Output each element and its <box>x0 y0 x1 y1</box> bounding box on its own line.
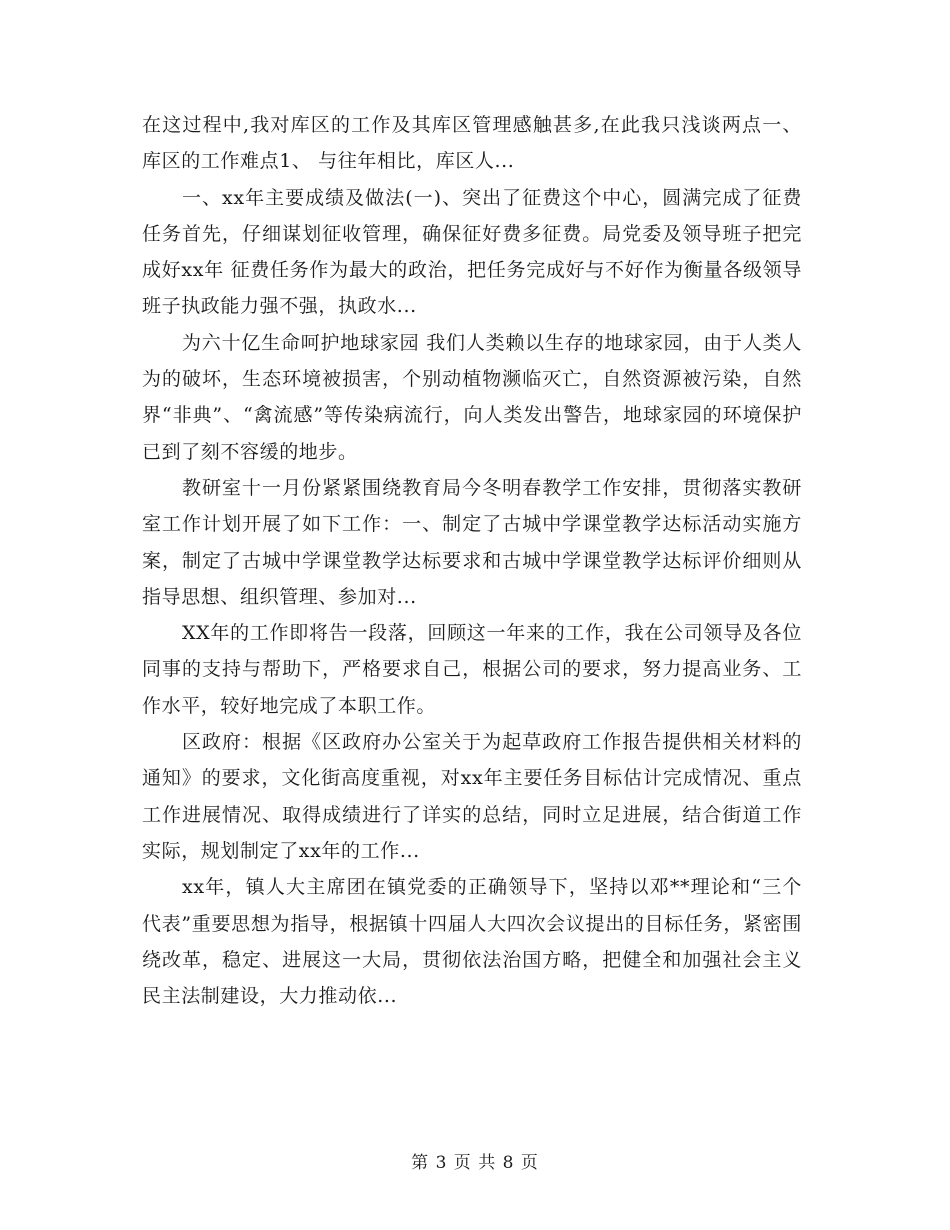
paragraph-6: 区政府：根据《区政府办公室关于为起草政府工作报告提供相关材料的通知》的要求，文化街高度重视，对xx年主要任务目标估计完成情况、重点工作进展情况、取得成绩进行了详实的总结，同时立足进展，结合街道工作实际，规划制定了xx年的工作... <box>142 731 802 862</box>
paragraph-3: 为六十亿生命呵护地球家园 我们人类赖以生存的地球家园，由于人类人为的破坏，生态环境被损害，个别动植物濒临灭亡，自然资源被污染，自然界“非典”、“禽流感”等传染病流行，向人类发出警告，地球家园的环境保护已到了刻不容缓的地步。 <box>142 331 802 463</box>
paragraph-4: 教研室十一月份紧紧围绕教育局今冬明春教学工作安排，贯彻落实教研室工作计划开展了如下工作：一、制定了古城中学课堂教学达标活动实施方案，制定了古城中学课堂教学达标要求和古城中学课堂教学达标评价细则从指导思想、组织管理、参加对... <box>142 476 802 608</box>
page-number-footer: 第 3 页 共 8 页 <box>411 1153 539 1173</box>
paragraph-5: XX年的工作即将告一段落，回顾这一年来的工作，我在公司领导及各位同事的支持与帮助下，严格要求自己，根据公司的要求，努力提高业务、工作水平，较好地完成了本职工作。 <box>142 622 802 717</box>
paragraph-2: 一、xx年主要成绩及做法(一)、突出了征费这个中心，圆满完成了征费任务首先，仔细谋划征收管理，确保征好费多征费。局党委及领导班子把完成好xx年 征费任务作为最大的政治，把任务完成好与不好作为衡量各级领导班子执政能力强不强，执政水... <box>142 186 802 318</box>
document-body <box>142 107 802 1014</box>
paragraph-7: xx年，镇人大主席团在镇党委的正确领导下，坚持以邓**理论和“三个代表”重要思想为指导，根据镇十四届人大四次会议提出的目标任务，紧密围绕改革，稳定、进展这一大局，贯彻依法治国方略，把健全和加强社会主义民主法制建设，大力推动依... <box>142 876 802 1008</box>
paragraph-1: 在这过程中,我对库区的工作及其库区管理感触甚多,在此我只浅谈两点一、库区的工作难点1、 与往年相比，库区人... <box>142 114 802 173</box>
